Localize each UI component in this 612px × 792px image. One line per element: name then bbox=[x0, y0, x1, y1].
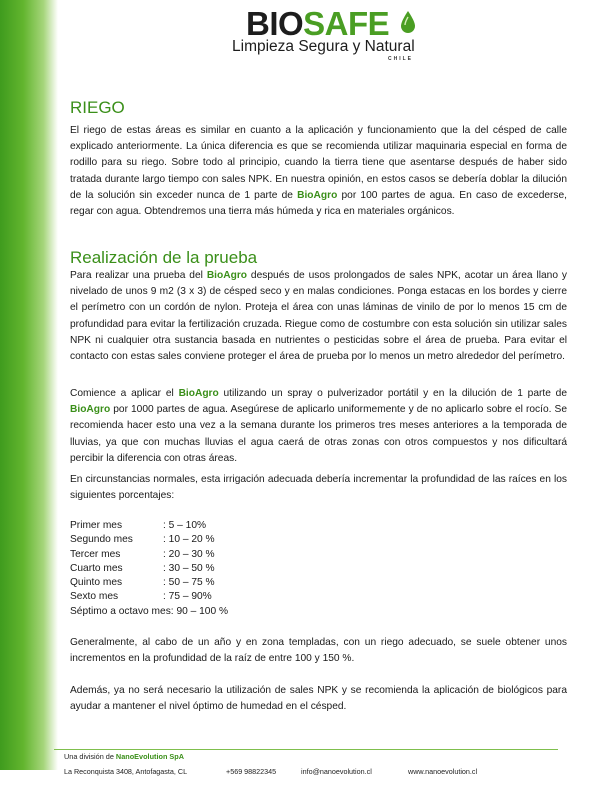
schedule-value: : 5 – 10% bbox=[163, 520, 207, 531]
prueba-paragraph-4: Generalmente, al cabo de un año y en zona templadas, con un riego adecuado, se suele obtener unos incrementos en la profundidad de la raíz de entre 100 y 150 %. bbox=[70, 637, 567, 665]
water-drop-icon bbox=[400, 10, 416, 34]
footer-website[interactable]: www.nanoevolution.cl bbox=[408, 767, 478, 776]
text-run: El riego de estas áreas es similar en cuanto a la aplicación y funcionamiento que la del césped de calle explicado anteriormente. La única diferencia es que se recomienda utilizar maquinaria especial en forma de rodillo para su riego. Sobre todo al principio, cuando la tierra tiene que asentarse después de haber sido tratada durante largo tiempo con sales NPK. En nuestra opinión, en estos casos se debería doblar la dilución de la solución sin exceder nunca de 1 parte de bbox=[70, 125, 567, 201]
schedule-row bbox=[70, 562, 228, 576]
logo-country: CHILE bbox=[388, 56, 413, 62]
schedule-row bbox=[70, 533, 228, 547]
product-name: BioAgro bbox=[70, 404, 111, 416]
schedule-row bbox=[70, 576, 228, 590]
prueba-paragraph-1 bbox=[70, 268, 567, 365]
schedule-value: : 50 – 75 % bbox=[163, 577, 215, 589]
footer-phone: +569 98822345 bbox=[226, 767, 277, 776]
schedule-label: Séptimo a octavo mes bbox=[70, 605, 171, 617]
schedule-value: : 10 – 20 % bbox=[163, 534, 215, 546]
riego-paragraph bbox=[70, 123, 567, 220]
footer-address: La Reconquista 3408, Antofagasta, CL bbox=[64, 767, 188, 776]
footer-email[interactable]: info@nanoevolution.cl bbox=[301, 767, 372, 776]
root-growth-schedule bbox=[70, 519, 228, 619]
text-run: por 100 partes de agua. En caso de excederse, regar con agua. Obtendremos una tierra más húmeda y rica en materiales orgánicos. bbox=[70, 189, 568, 218]
footer-divider bbox=[54, 749, 558, 750]
footer-company-name: NanoEvolution SpA bbox=[115, 752, 185, 761]
schedule-value: : 75 – 90% bbox=[163, 591, 212, 603]
schedule-label: Tercer mes bbox=[70, 548, 121, 560]
prueba-paragraph-5: Además, ya no será necesario la utilización de sales NPK y se recomienda la aplicación de biológicos para ayudar a mantener el nivel óptimo de humedad en el césped. bbox=[70, 685, 567, 713]
logo-tagline: Limpieza Segura y Natural bbox=[232, 38, 415, 55]
footer-division-prefix: Una división de bbox=[64, 752, 116, 761]
schedule-label: Cuarto mes bbox=[70, 562, 123, 574]
product-name: BioAgro bbox=[297, 189, 338, 201]
schedule-row bbox=[70, 548, 228, 562]
logo-bio-text: BIO bbox=[246, 5, 304, 42]
decorative-green-sidebar bbox=[0, 0, 58, 770]
schedule-value: : 30 – 50 % bbox=[163, 562, 215, 574]
product-name: BioAgro bbox=[206, 270, 248, 281]
footer-division bbox=[64, 752, 184, 761]
text-run: después de usos prolongados de sales NPK, acotar un área llano y nivelado de unos 9 m2 (3 x 3) de césped seco y en malas condiciones. Ponga estacas en los bordes y cierre el perímetro con un cordón de nylon. Proteja el área con unas láminas de vinilo de por lo menos 15 cm de profundidad para evitar la fertilización cruzada. Riegue como de costumbre con esta solución sin utilizar sales NPK ni cualquier otra sustancia basada en nutrientes o pesticidas sobre el área de prueba. Para evitar el contacto con estas sales conviene proteger el área de prueba por lo menos un metro alrededor del perímetro. bbox=[70, 270, 567, 363]
section-title-prueba: Realización de la prueba bbox=[70, 248, 258, 267]
logo-wordmark bbox=[246, 6, 389, 42]
text-run: Comience a aplicar el bbox=[70, 388, 179, 399]
prueba-paragraph-2 bbox=[70, 386, 567, 467]
schedule-row bbox=[70, 590, 228, 604]
schedule-value: : 20 – 30 % bbox=[163, 548, 215, 560]
prueba-paragraph-3: En circunstancias normales, esta irrigación adecuada debería incrementar la profundidad de las raíces en los siguientes porcentajes: bbox=[70, 474, 567, 502]
schedule-value: : 90 – 100 % bbox=[170, 605, 229, 617]
schedule-row bbox=[70, 519, 228, 533]
schedule-label: Quinto mes bbox=[70, 577, 123, 589]
schedule-row bbox=[70, 605, 228, 619]
schedule-label: Primer mes bbox=[70, 520, 123, 531]
section-title-riego: RIEGO bbox=[70, 98, 125, 117]
text-run: utilizando un spray o pulverizador portátil y en la dilución de 1 parte de bbox=[218, 388, 567, 399]
text-run: por 1000 partes de agua. Asegúrese de aplicarlo uniformemente y de no aplicarlo sobre el rocío. Se recomienda hacer esto una vez a la semana durante los primeros tres meses anteriores a la temporada de lluvias, ya que con muchas lluvias el agua caerá de otras zonas con otros compuestos y nos dificultará percibir la diferencia con otras áreas. bbox=[70, 404, 567, 464]
product-name: BioAgro bbox=[178, 388, 219, 399]
schedule-label: Segundo mes bbox=[70, 534, 133, 546]
text-run: Para realizar una prueba del bbox=[70, 270, 207, 281]
schedule-label: Sexto mes bbox=[70, 591, 119, 603]
logo-safe-text: SAFE bbox=[303, 5, 390, 42]
biosafe-logo bbox=[230, 6, 430, 66]
